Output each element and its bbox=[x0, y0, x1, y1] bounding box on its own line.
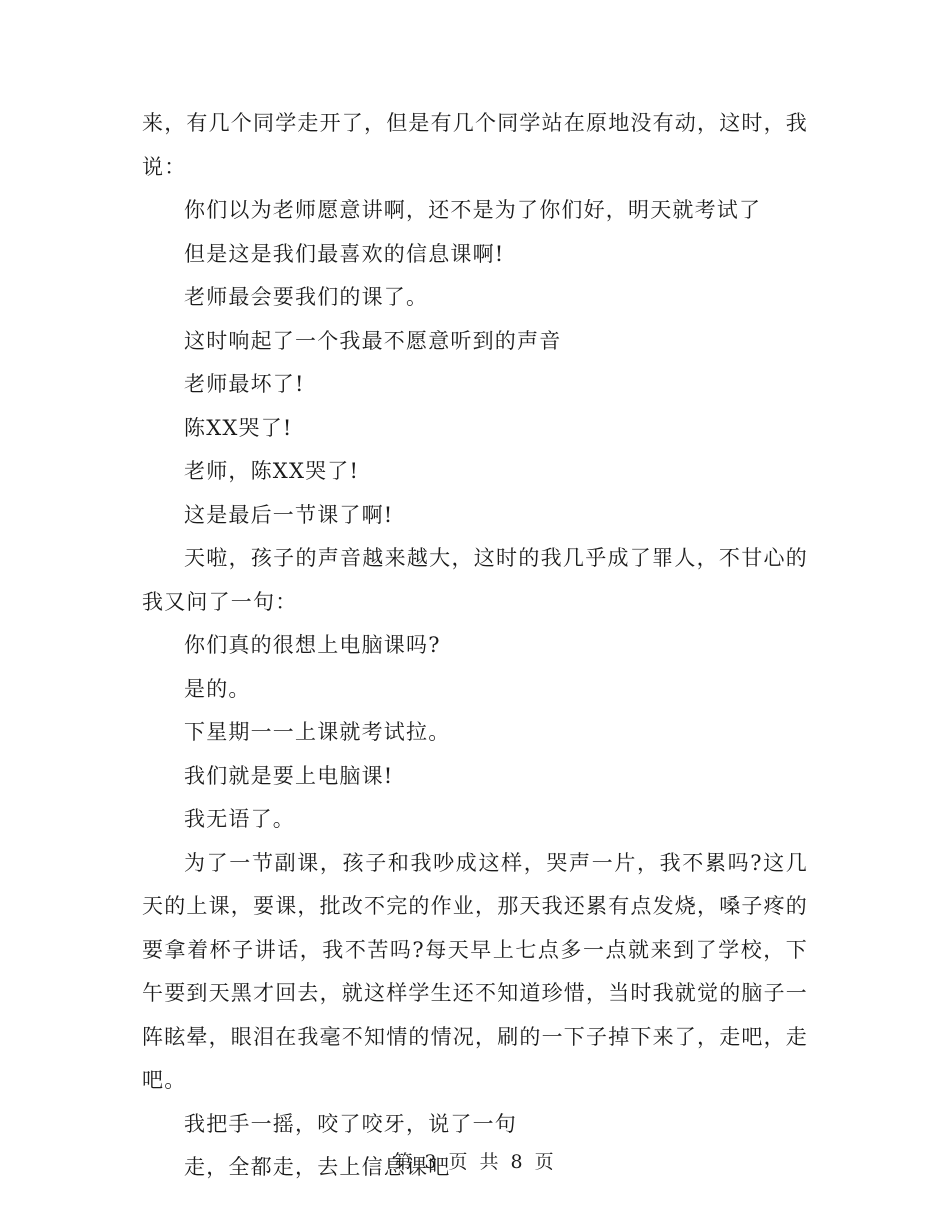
paragraph: 我们就是要上电脑课! bbox=[184, 763, 394, 788]
paragraph: 走，全都走，去上信息课吧 bbox=[184, 1155, 451, 1179]
paragraph: 你们以为老师愿意讲啊，还不是为了你们好，明天就考试了 bbox=[184, 198, 762, 222]
paragraph: 我把手一摇，咬了咬牙，说了一句 bbox=[184, 1111, 517, 1136]
paragraph: 下星期一一上课就考试拉。 bbox=[184, 720, 451, 744]
paragraph: 这是最后一节课了啊! bbox=[184, 502, 394, 527]
paragraph: 我无语了。 bbox=[184, 807, 295, 831]
paragraph-continuation: 来，有几个同学走开了，但是有几个同学站在原地没有动，这时，我说： bbox=[142, 111, 808, 179]
paragraph: 但是这是我们最喜欢的信息课啊! bbox=[184, 241, 505, 266]
paragraph: 老师最坏了! bbox=[184, 372, 305, 396]
paragraph: 老师，陈XX哭了! bbox=[184, 459, 360, 483]
paragraph: 这时响起了一个我最不愿意听到的声音 bbox=[184, 328, 562, 353]
paragraph: 老师最会要我们的课了。 bbox=[184, 285, 429, 309]
paragraph: 陈XX哭了! bbox=[184, 415, 293, 440]
paragraph: 是的。 bbox=[184, 676, 251, 701]
paragraph: 为了一节副课，孩子和我吵成这样，哭声一片，我不累吗?这几天的上课，要课，批改不完的作业，那天我还累有点发烧，嗓子疼的要拿着杯子讲话，我不苦吗?每天早上七点多一点就来到了学校，下午要到天黑才回去，就这样学生还不知道珍惜，当时我就觉的脑子一阵眩晕，眼泪在我毫不知情的情况，刷的一下子掉下来了，走吧，走吧。 bbox=[142, 850, 808, 1092]
page-number-footer: 第 3 页 共 8 页 bbox=[393, 1151, 557, 1173]
paragraph: 天啦，孩子的声音越来越大，这时的我几乎成了罪人，不甘心的我又问了一句： bbox=[142, 546, 808, 614]
document-body bbox=[142, 102, 808, 1190]
paragraph: 你们真的很想上电脑课吗? bbox=[184, 633, 441, 657]
